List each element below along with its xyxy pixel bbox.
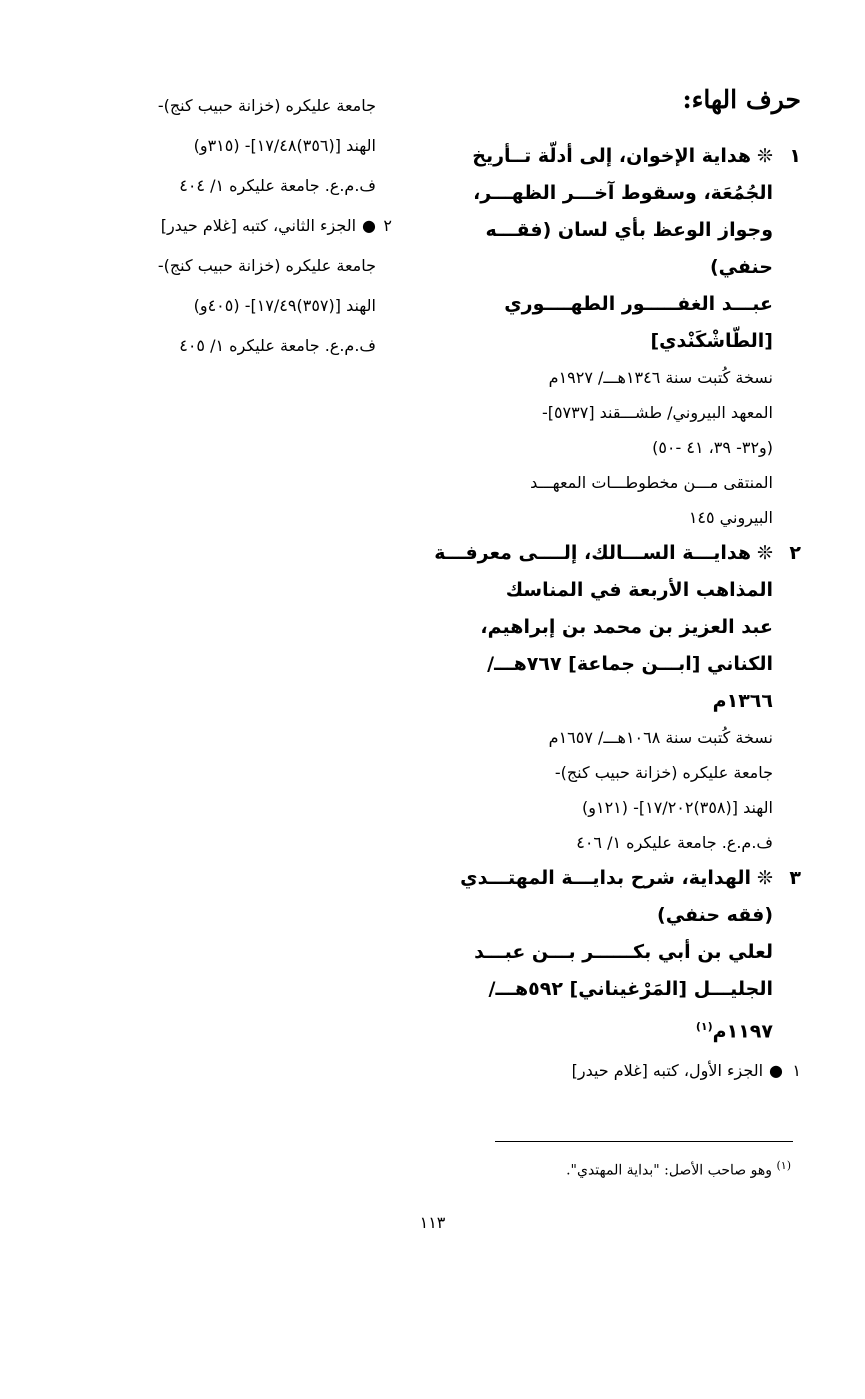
entry-title-line: (فقه حنفي)	[657, 904, 773, 926]
bullet-icon: ●	[362, 216, 376, 235]
entry-number: ١	[789, 145, 801, 167]
entry-info-line: المنتقى مـــن مخطوطـــات المعهـــد	[530, 473, 773, 492]
page-number: ١١٣	[419, 1213, 446, 1232]
entry-info-line: نسخة كُتبت سنة ١٣٤٦هـــ/ ١٩٢٧م	[548, 368, 773, 387]
entry-info-line: (و٣٢- ٣٩، ٤١ -٥٠)	[652, 438, 773, 457]
entry-author-line: ١١٩٧م$^{(١)}$	[695, 1020, 773, 1043]
entry-author-line: [الطّاشْكَنْدي]	[650, 330, 773, 352]
entry-3	[456, 860, 801, 1088]
volume-text: الجزء الأول، كتبه [غلام حيدر]	[571, 1061, 764, 1080]
entry-info-line: جامعة عليكره (خزانة حبيب كنج)-	[554, 763, 773, 782]
volume-text: الجزء الثاني، كتبه [غلام حيدر]	[160, 216, 357, 235]
entry-info-line: نسخة كُتبت سنة ١٠٦٨هـــ/ ١٦٥٧م	[548, 728, 773, 747]
entry-author-line: ١٣٦٦م	[712, 690, 773, 712]
volume-number: ٢	[383, 216, 392, 235]
entry-title-line: وجواز الوعظ بأي لسان (فقـــه	[485, 219, 773, 241]
footnote-reference[interactable]: (١)	[695, 1020, 713, 1033]
entry-info-line: ف.م.ع. جامعة عليكره ١/ ٤٠٦	[576, 833, 773, 852]
entry-number: ٢	[789, 542, 801, 564]
continuation-line: الهند [(٣٥٧)١٧/٤٩]- (٤٠٥و)	[193, 296, 376, 315]
section-title: حرف الهاء:	[682, 85, 801, 114]
left-column	[108, 86, 392, 366]
volume-line	[456, 1053, 801, 1088]
entry-author-line: الجليـــل [المَرْغيناني] ٥٩٢هـــ/	[488, 978, 773, 1000]
entry-author-line: لعلي بن أبي بكــــــر بـــن عبـــد	[474, 941, 773, 963]
entry-title-line: المذاهب الأربعة في المناسك	[505, 579, 773, 601]
entry-title-line: الجُمُعَة، وسقوط آخـــر الظهـــر،	[473, 182, 773, 204]
entry-2	[434, 535, 801, 860]
entry-author-line: عبـــد الغفـــــور الطهــــوري	[504, 293, 773, 315]
continuation-line: الهند [(٣٥٦)١٧/٤٨]- (٣١٥و)	[193, 136, 376, 155]
volume-line	[108, 206, 392, 246]
entry-title-line: ❊هداية الإخوان، إلى أدلّة تــأريخ	[472, 145, 773, 167]
entry-1	[456, 138, 801, 535]
continuation-line: جامعة عليكره (خزانة حبيب كنج)-	[157, 96, 376, 115]
right-column	[434, 78, 801, 1088]
footnote	[371, 1154, 791, 1183]
entry-info-line: الهند [(٣٥٨)١٧/٢٠٢]- (١٢١و)	[582, 798, 773, 817]
continuation-line: ف.م.ع. جامعة عليكره ١/ ٤٠٥	[179, 336, 376, 355]
entry-info-line: المعهد البيروني/ طشـــقند [٥٧٣٧]-	[541, 403, 773, 422]
entry-author-line: الكناني [ابـــن جماعة] ٧٦٧هـــ/	[487, 653, 773, 675]
volume-number: ١	[792, 1061, 801, 1080]
entry-title-line: حنفي)	[709, 256, 773, 278]
entry-info-line: البيروني ١٤٥	[688, 508, 773, 527]
footnote-text: وهو صاحب الأصل: "بداية المهتدي".	[566, 1162, 773, 1179]
entry-number: ٣	[789, 867, 801, 889]
footnote-divider	[495, 1141, 793, 1142]
bullet-icon: ●	[769, 1061, 783, 1080]
continuation-line: ف.م.ع. جامعة عليكره ١/ ٤٠٤	[179, 176, 376, 195]
continuation-line: جامعة عليكره (خزانة حبيب كنج)-	[157, 256, 376, 275]
entry-title-line: ❊هدايـــة الســـالك، إلــــى معرفـــة	[434, 542, 773, 564]
footnote-marker: (١)	[776, 1159, 791, 1172]
entry-title-line: ❊الهداية، شرح بدايـــة المهتـــدي	[460, 867, 773, 889]
asterism-icon: ❊	[757, 145, 773, 167]
asterism-icon: ❊	[757, 867, 773, 889]
asterism-icon: ❊	[757, 542, 773, 564]
entry-author-line: عبد العزيز بن محمد بن إبراهيم،	[480, 616, 773, 638]
